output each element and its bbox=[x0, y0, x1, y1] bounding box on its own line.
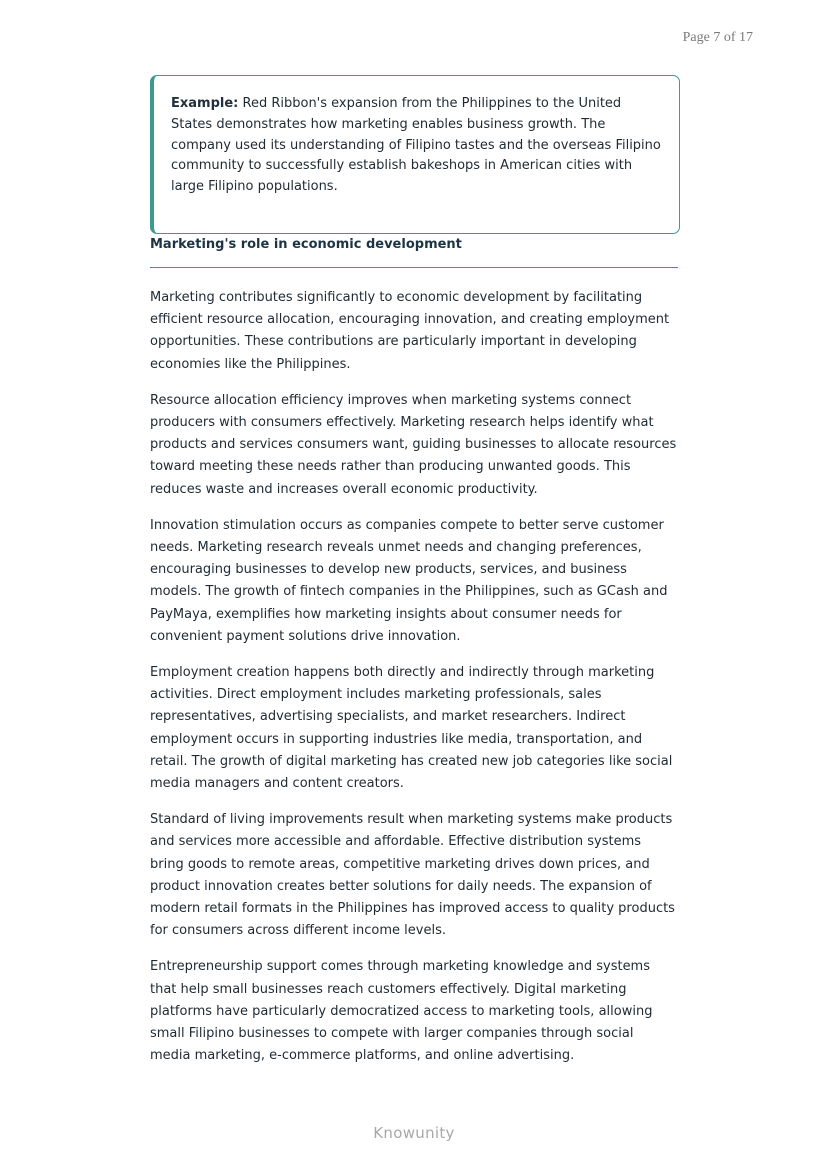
paragraph: Innovation stimulation occurs as companies compete to better serve customer needs. Marketing research reveals unmet needs and changing preferences, encouraging businesses to develop new products, services, and business models. The growth of fintech companies in the Philippines, such as GCash and PayMaya, exemplifies how marketing insights about consumer needs for convenient payment solutions drive innovation. bbox=[150, 517, 668, 644]
paragraph: Standard of living improvements result when marketing systems make products and services more accessible and affordable. Effective distribution systems bring goods to remote areas, competitive marketing drives down prices, and product innovation creates better solutions for daily needs. The expansion of modern retail formats in the Philippines has improved access to quality products for consumers across different income levels. bbox=[150, 812, 675, 939]
paragraph: Resource allocation efficiency improves when marketing systems connect producers with consumers effectively. Marketing research helps identify what products and services consumers want, guiding businesses to allocate resources toward meeting these needs rather than producing unwanted goods. This reduces waste and increases overall economic productivity. bbox=[150, 392, 677, 497]
paragraph: Entrepreneurship support comes through marketing knowledge and systems that help small businesses reach customers effectively. Digital marketing platforms have particularly democratized access to marketing tools, allowing small Filipino businesses to compete with larger companies through social media marketing, e-commerce platforms, and online advertising. bbox=[150, 959, 653, 1064]
paragraph: Employment creation happens both directly and indirectly through marketing activities. Direct employment includes marketing professionals, sales representatives, advertising specialists, and market researchers. Indirect employment occurs in supporting industries like media, transportation, and retail. The growth of digital marketing has created new job categories like social media managers and content creators. bbox=[150, 665, 673, 792]
example-label: Example: bbox=[171, 96, 239, 111]
example-callout bbox=[150, 75, 680, 234]
footer-brand: Knowunity bbox=[373, 1124, 455, 1142]
section-body bbox=[150, 287, 678, 1082]
section-heading: Marketing's role in economic development bbox=[150, 237, 678, 268]
paragraph: Marketing contributes significantly to economic development by facilitating efficient resource allocation, encouraging innovation, and creating employment opportunities. These contributions are particularly important in developing economies like the Philippines. bbox=[150, 290, 670, 372]
page-number: Page 7 of 17 bbox=[682, 30, 753, 45]
example-text: Red Ribbon's expansion from the Philippines to the United States demonstrates how marketing enables business growth. The company used its understanding of Filipino tastes and the overseas Filipino community to successfully establish bakeshops in American cities with large Filipino populations. bbox=[171, 96, 661, 195]
